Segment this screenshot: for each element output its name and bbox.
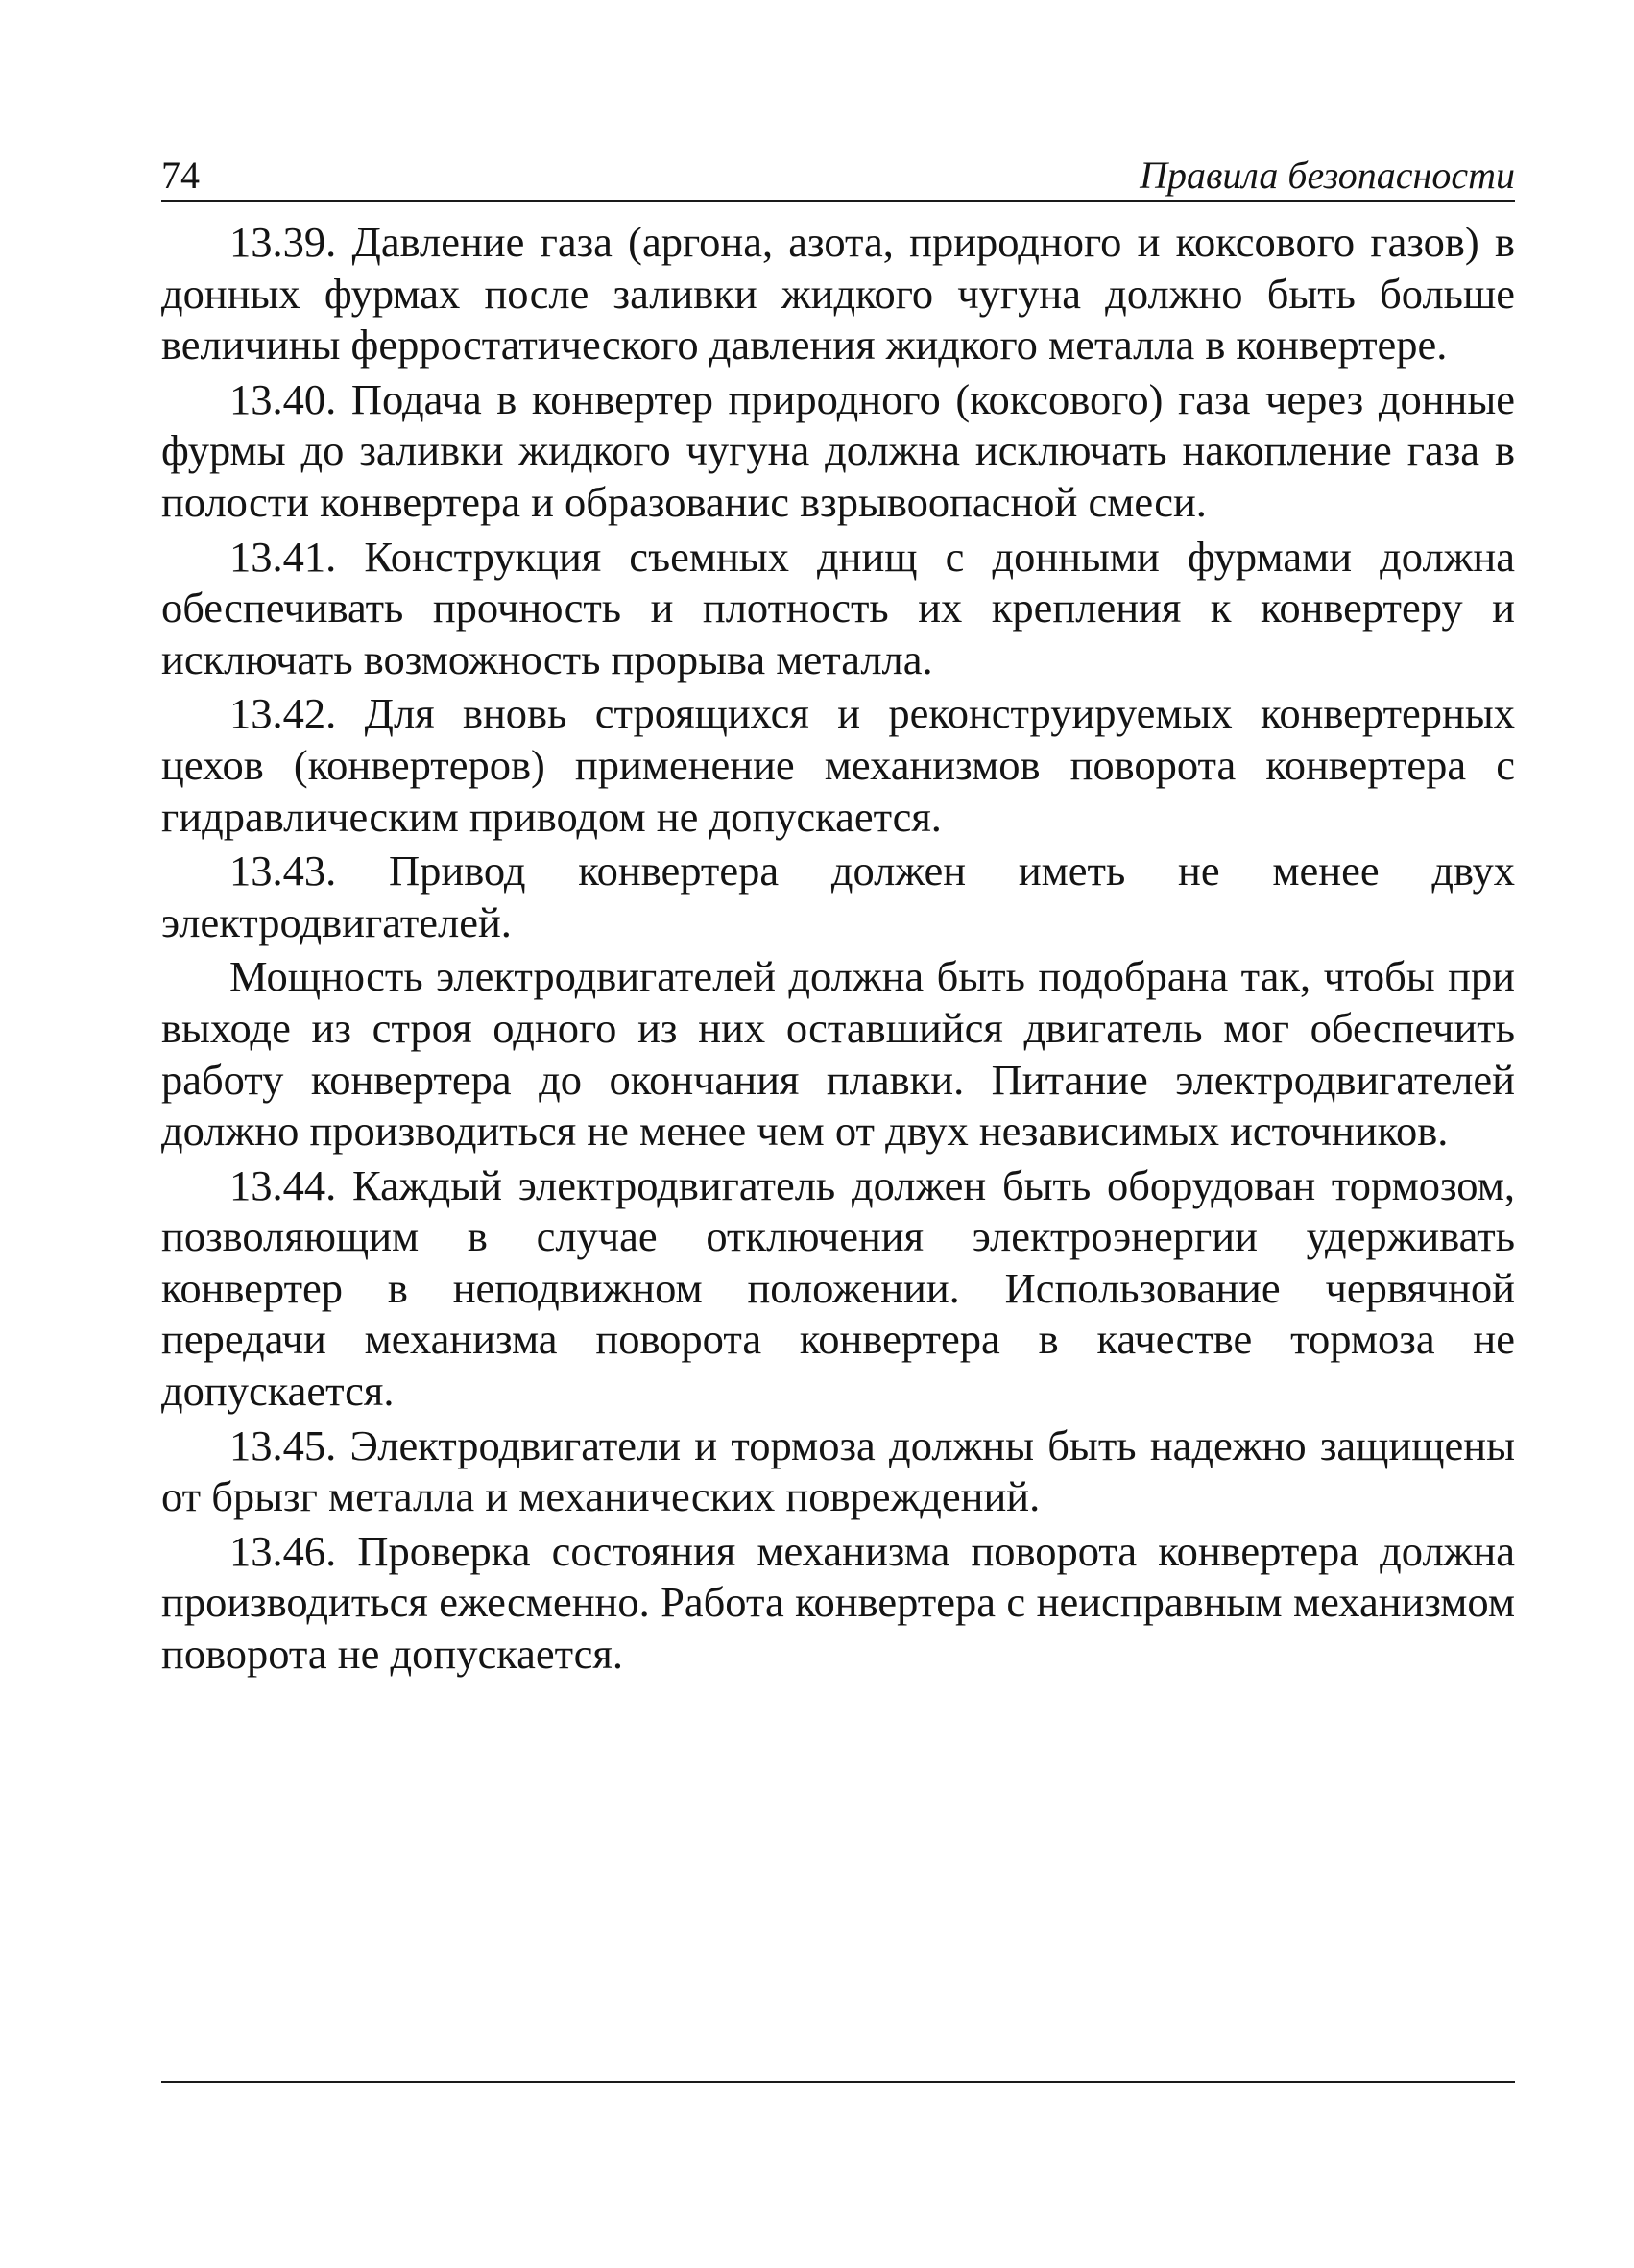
paragraph-13-42: 13.42. Для вновь строящихся и реконструируемых конвертерных цехов (конвертеров) применение механизмов поворота конвертера с гидравлическим приводом не допускается.	[161, 689, 1515, 841]
paragraph-13-45: 13.45. Электродвигатели и тормоза должны быть надежно защищены от брызг металла и механических повреждений.	[161, 1420, 1515, 1521]
running-title: Правила безопасности	[1140, 154, 1515, 197]
paragraph-13-44: 13.44. Каждый электродвигатель должен быть оборудован тормозом, позволяющим в случае отключения электроэнергии удерживать конвертер в неподвижном положении. Использование червячной передачи механизма поворота конвертера в качестве тормоза не допускается.	[161, 1160, 1515, 1416]
text-body	[161, 217, 1515, 1683]
page-header	[161, 144, 1515, 202]
paragraph-13-46: 13.46. Проверка состояния механизма поворота конвертера должна производиться ежесменно. Работа конвертера с неисправным механизмом поворота не допускается.	[161, 1526, 1515, 1679]
paragraph-13-41: 13.41. Конструкция съемных днищ с донными фурмами должна обеспечивать прочность и плотность их крепления к конвертеру и исключать возможность прорыва металла.	[161, 532, 1515, 683]
paragraph-13-39: 13.39. Давление газа (аргона, азота, природного и коксового газов) в донных фурмах после заливки жидкого чугуна должно быть больше величины ферростатического давления жидкого металла в конвертере.	[161, 218, 1515, 370]
page-number: 74	[161, 154, 200, 197]
paragraph-motor-power: Мощность электродвигателей должна быть подобрана так, чтобы при выходе из строя одного из них оставшийся двигатель мог обеспечить работу конвертера до окончания плавки. Питание электродвигателей должно производиться не менее чем от двух независимых источников.	[161, 952, 1515, 1156]
paragraph-13-40: 13.40. Подача в конвертер природного (коксового) газа через донные фурмы до заливки жидкого чугуна должна исключать накопление газа в полости конвертера и образованис взрывоопасной смеси.	[161, 374, 1515, 526]
footer-rule	[161, 2081, 1515, 2083]
paragraph-13-43: 13.43. Привод конвертера должен иметь не менее двух электродвигателей.	[161, 847, 1515, 946]
